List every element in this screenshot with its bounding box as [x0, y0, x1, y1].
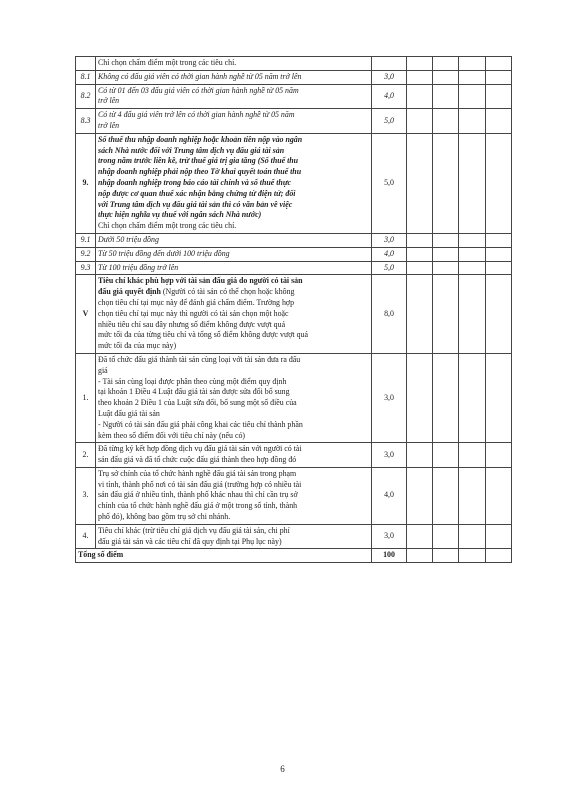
score-cell[interactable]	[486, 275, 512, 354]
criteria-line: kèm theo số điểm đối với tiêu chí này (nếu có)	[98, 430, 246, 440]
score-cell[interactable]	[407, 443, 433, 468]
score-cell[interactable]	[433, 275, 459, 354]
score-table-page	[75, 56, 511, 563]
score-cell[interactable]	[433, 109, 459, 134]
score-cell[interactable]	[486, 261, 512, 275]
score-cell[interactable]	[433, 443, 459, 468]
max-points: 3,0	[372, 70, 407, 84]
criteria-text	[96, 70, 372, 84]
row-number: 9.2	[76, 247, 96, 261]
score-table	[75, 56, 512, 563]
score-cell[interactable]	[433, 57, 459, 71]
score-cell[interactable]	[459, 84, 486, 109]
score-cell[interactable]	[407, 549, 433, 563]
score-cell[interactable]	[433, 467, 459, 524]
max-points: 3,0	[372, 233, 407, 247]
score-cell[interactable]	[486, 353, 512, 442]
row-number: V	[76, 275, 96, 354]
max-points: 5,0	[372, 109, 407, 134]
table-row	[76, 247, 512, 261]
score-cell[interactable]	[407, 467, 433, 524]
criteria-line: Có từ 4 đấu giá viên trở lên có thời gian hành nghề từ 05 năm	[98, 110, 295, 120]
score-cell[interactable]	[407, 275, 433, 354]
criteria-line: trở lên	[98, 120, 120, 130]
criteria-text	[96, 275, 372, 354]
criteria-line: chọn tiêu chí tại mục này để đánh giá chấm điểm. Trường hợp	[98, 297, 295, 307]
criteria-line: nhiều tiêu chí sau đây nhưng số điểm không được vượt quá	[98, 319, 286, 329]
criteria-line: - Người có tài sản đấu giá phải công khai các tiêu chí thành phần	[98, 419, 303, 429]
max-points: 4,0	[372, 247, 407, 261]
score-cell[interactable]	[459, 109, 486, 134]
score-cell[interactable]	[459, 524, 486, 549]
criteria-line: nhập doanh nghiệp trong báo cáo tài chính và số thuế thực	[98, 177, 292, 187]
criteria-line: mức tối đa của mục này)	[98, 341, 177, 351]
table-row	[76, 109, 512, 134]
score-cell[interactable]	[407, 109, 433, 134]
row-number: 8.2	[76, 84, 96, 109]
score-cell[interactable]	[407, 233, 433, 247]
score-cell[interactable]	[486, 524, 512, 549]
score-cell[interactable]	[433, 133, 459, 233]
score-cell[interactable]	[459, 233, 486, 247]
score-cell[interactable]	[433, 84, 459, 109]
max-points: 4,0	[372, 84, 407, 109]
criteria-text	[96, 109, 372, 134]
criteria-line: Luật đấu giá tài sản	[98, 408, 160, 418]
criteria-text	[96, 467, 372, 524]
score-cell[interactable]	[433, 524, 459, 549]
score-table-body	[76, 57, 512, 563]
max-points	[372, 57, 407, 71]
max-points: 3,0	[372, 353, 407, 442]
criteria-text	[96, 84, 372, 109]
criteria-text	[96, 524, 372, 549]
criteria-text	[96, 57, 372, 71]
criteria-line: Đã từng ký kết hợp đồng dịch vụ đấu giá tài sản với người có tài	[98, 444, 302, 454]
score-cell[interactable]	[486, 467, 512, 524]
score-cell[interactable]	[486, 133, 512, 233]
criteria-text	[96, 233, 372, 247]
criteria-line: Tiêu chí khác (trừ tiêu chí giá dịch vụ đấu giá tài sản, chi phí	[98, 525, 290, 535]
score-cell[interactable]	[486, 233, 512, 247]
max-points: 5,0	[372, 133, 407, 233]
score-cell[interactable]	[459, 247, 486, 261]
max-points: 3,0	[372, 443, 407, 468]
criteria-line: Không có đấu giá viên có thời gian hành nghề từ 05 năm trở lên	[98, 71, 302, 81]
score-cell[interactable]	[407, 133, 433, 233]
score-cell[interactable]	[459, 70, 486, 84]
criteria-line: Dưới 50 triệu đồng	[98, 234, 159, 244]
score-cell[interactable]	[433, 70, 459, 84]
criteria-text	[96, 353, 372, 442]
row-number	[76, 57, 96, 71]
criteria-line: Đã tổ chức đấu giá thành tài sản cùng loại với tài sản đưa ra đấu	[98, 354, 301, 364]
criteria-line: Số thuế thu nhập doanh nghiệp hoặc khoản tiền nộp vào ngân	[98, 134, 303, 144]
max-points: 8,0	[372, 275, 407, 354]
criteria-text	[96, 261, 372, 275]
row-number: 3.	[76, 467, 96, 524]
criteria-line: trong năm trước liền kề, trừ thuế giá trị gia tăng (Số thuế thu	[98, 156, 299, 166]
score-cell[interactable]	[459, 549, 486, 563]
row-number: 4.	[76, 524, 96, 549]
table-row	[76, 443, 512, 468]
table-row	[76, 275, 512, 354]
criteria-line: - Tài sản cùng loại được phân theo cùng một điểm quy định	[98, 376, 287, 386]
criteria-line: Trụ sở chính của tổ chức hành nghề đấu giá tài sản trong phạm	[98, 468, 297, 478]
criteria-line: mức tối đa của từng tiêu chí và tổng số điểm không được vượt quá	[98, 330, 308, 340]
criteria-line: Có từ 01 đến 03 đấu giá viên có thời gian hành nghề từ 05 năm	[98, 85, 299, 95]
criteria-line: Từ 50 triệu đồng đến dưới 100 triệu đồng	[98, 248, 230, 258]
score-cell[interactable]	[486, 247, 512, 261]
criteria-line: (Người có tài sản có thể chọn hoặc không	[160, 287, 295, 297]
criteria-line: sách Nhà nước đối với Trung tâm dịch vụ đấu giá tài sản	[98, 145, 285, 155]
max-points: 3,0	[372, 524, 407, 549]
score-cell[interactable]	[486, 443, 512, 468]
row-number: 9.3	[76, 261, 96, 275]
score-cell[interactable]	[486, 57, 512, 71]
row-number: 9.1	[76, 233, 96, 247]
total-row	[76, 549, 512, 563]
total-points: 100	[372, 549, 407, 563]
total-label: Tổng số điểm	[76, 549, 372, 563]
score-cell[interactable]	[407, 70, 433, 84]
criteria-line: Từ 100 triệu đồng trở lên	[98, 262, 179, 272]
criteria-line: sản đấu giá và đã tổ chức cuộc đấu giá thành theo hợp đồng đó	[98, 455, 297, 465]
criteria-line: vi tỉnh, thành phố nơi có tài sản đấu giá (trường hợp có nhiều tài	[98, 479, 302, 489]
criteria-heading-line: đấu giá quyết định	[98, 287, 161, 297]
table-row	[76, 70, 512, 84]
criteria-text	[96, 247, 372, 261]
row-number: 8.3	[76, 109, 96, 134]
criteria-line: đấu giá tài sản và các tiêu chí đã quy định tại Phụ lục này)	[98, 536, 282, 546]
score-cell[interactable]	[459, 443, 486, 468]
criteria-line: tại khoản 1 Điều 4 Luật đấu giá tài sản được sửa đổi bổ sung	[98, 387, 290, 397]
criteria-text	[96, 133, 372, 233]
criteria-line: chính của tổ chức hành nghề đấu giá ở một trong số tỉnh, thành	[98, 501, 298, 511]
criteria-line: chọn tiêu chí tại mục này thì người có tài sản chọn một hoặc	[98, 308, 289, 318]
score-cell[interactable]	[407, 261, 433, 275]
score-cell[interactable]	[433, 247, 459, 261]
table-row	[76, 353, 512, 442]
table-row	[76, 84, 512, 109]
score-cell[interactable]	[433, 549, 459, 563]
criteria-heading-line: Tiêu chí khác phù hợp với tài sản đấu giá do người có tài sản	[98, 276, 303, 286]
criteria-line: sản đấu giá ở nhiều tỉnh, thành phố khác nhau thì chỉ cần trụ sở	[98, 490, 298, 500]
criteria-line: giá	[98, 365, 108, 375]
score-cell[interactable]	[486, 70, 512, 84]
row-number: 1.	[76, 353, 96, 442]
score-cell[interactable]	[407, 247, 433, 261]
table-row	[76, 467, 512, 524]
criteria-line: với Trung tâm dịch vụ đấu giá tài sản thì có văn bản về việc	[98, 199, 293, 209]
table-row	[76, 233, 512, 247]
criteria-line: thực hiện nghĩa vụ thuế với ngân sách Nhà nước)	[98, 210, 262, 220]
score-cell[interactable]	[459, 467, 486, 524]
criteria-note: Chỉ chọn chấm điểm một trong các tiêu chí.	[98, 221, 237, 231]
score-cell[interactable]	[407, 57, 433, 71]
criteria-line: trở lên	[98, 96, 120, 106]
page-number: 6	[280, 764, 285, 774]
score-cell[interactable]	[459, 57, 486, 71]
score-cell[interactable]	[433, 233, 459, 247]
score-cell[interactable]	[459, 275, 486, 354]
score-cell[interactable]	[486, 84, 512, 109]
max-points: 5,0	[372, 261, 407, 275]
row-number: 8.1	[76, 70, 96, 84]
score-cell[interactable]	[433, 353, 459, 442]
row-number: 9.	[76, 133, 96, 233]
score-cell[interactable]	[407, 524, 433, 549]
row-number: 2.	[76, 443, 96, 468]
score-cell[interactable]	[486, 549, 512, 563]
criteria-text	[96, 443, 372, 468]
score-cell[interactable]	[459, 261, 486, 275]
table-row	[76, 524, 512, 549]
score-cell[interactable]	[407, 84, 433, 109]
score-cell[interactable]	[459, 353, 486, 442]
max-points: 4,0	[372, 467, 407, 524]
criteria-line: nộp được cơ quan thuế xác nhận bằng chứng từ điện tử; đối	[98, 188, 296, 198]
table-row	[76, 57, 512, 71]
criteria-line: Chỉ chọn chấm điểm một trong các tiêu chí.	[98, 58, 237, 67]
table-row	[76, 133, 512, 233]
criteria-line: nhập doanh nghiệp phải nộp theo Tờ khai quyết toán thuế thu	[98, 167, 302, 177]
criteria-line: phố đó), không bao gồm trụ sở chi nhánh.	[98, 512, 231, 522]
score-cell[interactable]	[459, 133, 486, 233]
score-cell[interactable]	[407, 353, 433, 442]
score-cell[interactable]	[486, 109, 512, 134]
table-row	[76, 261, 512, 275]
score-cell[interactable]	[433, 261, 459, 275]
criteria-line: theo khoản 2 Điều 1 của Luật sửa đổi, bổ sung một số điều của	[98, 398, 297, 408]
